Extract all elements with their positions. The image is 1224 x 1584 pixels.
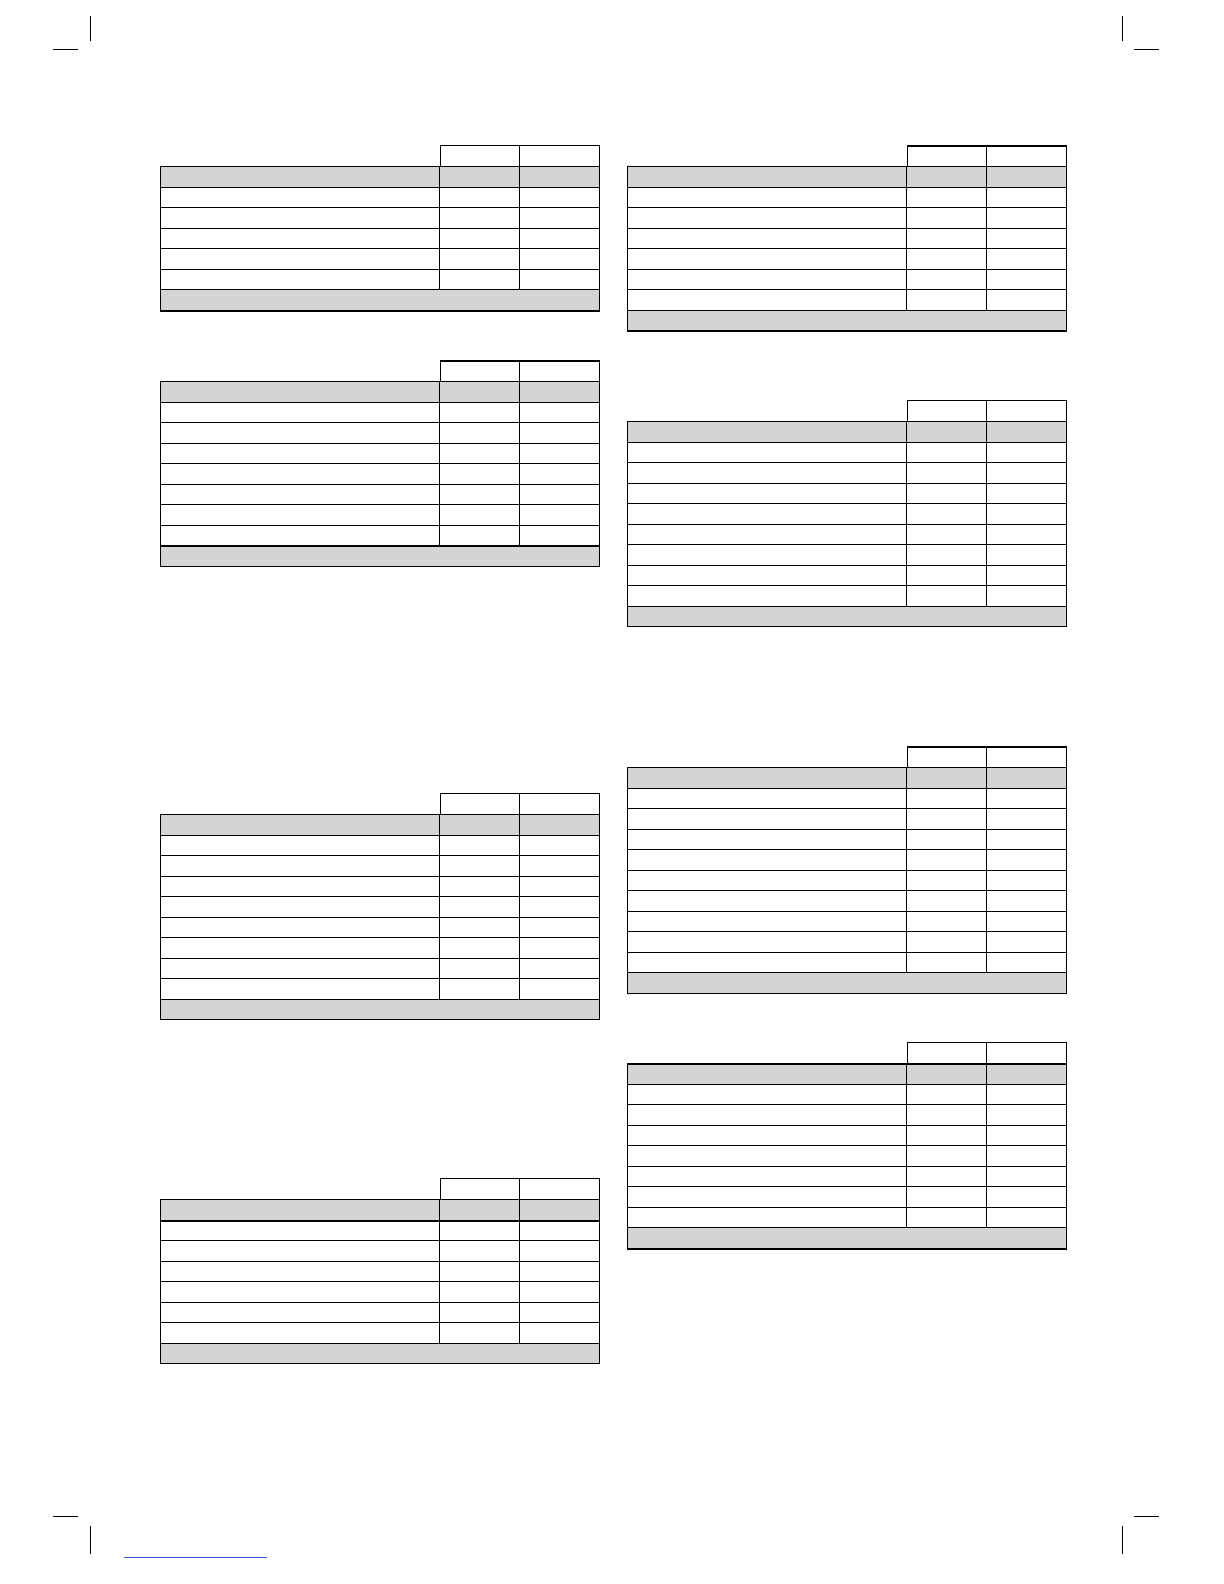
table-footer bbox=[161, 999, 599, 1020]
table-header-row bbox=[161, 1199, 599, 1220]
header-cell bbox=[520, 360, 600, 381]
table-header-cells bbox=[907, 1042, 1067, 1063]
table-body bbox=[160, 381, 600, 567]
table-row bbox=[628, 1104, 1066, 1125]
table-footer bbox=[628, 972, 1066, 993]
table-row bbox=[628, 808, 1066, 829]
table-row bbox=[161, 248, 599, 269]
table-row bbox=[628, 269, 1066, 290]
header-cell bbox=[907, 746, 987, 767]
table-row bbox=[161, 1302, 599, 1323]
header-cell bbox=[987, 145, 1067, 166]
table-body bbox=[627, 1063, 1067, 1250]
header-cell bbox=[907, 1042, 987, 1063]
header-cell bbox=[520, 1178, 600, 1199]
table-header-cells bbox=[440, 1178, 600, 1199]
table-row bbox=[628, 565, 1066, 586]
table-row bbox=[628, 1166, 1066, 1187]
crop-mark-bl-h bbox=[53, 1516, 78, 1517]
table-row bbox=[161, 269, 599, 290]
header-cell bbox=[520, 145, 600, 166]
table-header-row bbox=[161, 814, 599, 835]
table-row bbox=[628, 829, 1066, 850]
table-header-cells bbox=[907, 746, 1067, 767]
table-row bbox=[628, 870, 1066, 891]
table-row bbox=[628, 849, 1066, 870]
table-row bbox=[161, 876, 599, 897]
table-row bbox=[628, 952, 1066, 973]
header-cell bbox=[440, 360, 520, 381]
table-header-cells bbox=[440, 793, 600, 814]
table-row bbox=[628, 585, 1066, 606]
table-row bbox=[161, 504, 599, 525]
table-row bbox=[628, 890, 1066, 911]
table-row bbox=[161, 835, 599, 856]
table-body bbox=[627, 166, 1067, 332]
table-row bbox=[161, 1240, 599, 1261]
table-footer bbox=[628, 1227, 1066, 1248]
table-row bbox=[628, 187, 1066, 208]
crop-mark-tr-v bbox=[1122, 16, 1123, 41]
table-row bbox=[628, 248, 1066, 269]
table-header-row bbox=[628, 767, 1066, 788]
table-row bbox=[628, 1207, 1066, 1228]
table-footer bbox=[628, 310, 1066, 331]
table-row bbox=[628, 462, 1066, 483]
header-cell bbox=[440, 1178, 520, 1199]
table-row bbox=[161, 484, 599, 505]
table-row bbox=[161, 978, 599, 999]
table-row bbox=[161, 958, 599, 979]
crop-mark-tl-v bbox=[90, 16, 91, 41]
table-row bbox=[161, 187, 599, 208]
header-cell bbox=[987, 746, 1067, 767]
table-row bbox=[161, 937, 599, 958]
link-underline[interactable] bbox=[124, 1557, 267, 1558]
crop-mark-bl-v bbox=[90, 1526, 91, 1554]
table-header-row bbox=[161, 166, 599, 187]
table-row bbox=[161, 207, 599, 228]
table-row bbox=[161, 1322, 599, 1343]
table-row bbox=[628, 1125, 1066, 1146]
header-cell bbox=[907, 400, 987, 421]
table-row bbox=[628, 503, 1066, 524]
table-row bbox=[161, 402, 599, 423]
table-row bbox=[161, 917, 599, 938]
table-header-row bbox=[161, 381, 599, 402]
table-row bbox=[628, 911, 1066, 932]
table-body bbox=[160, 814, 600, 1020]
table-body bbox=[160, 166, 600, 312]
table-row bbox=[628, 1084, 1066, 1105]
table-header-row bbox=[628, 1063, 1066, 1084]
table-row bbox=[161, 422, 599, 443]
header-cell bbox=[987, 1042, 1067, 1063]
table-header-cells bbox=[440, 360, 600, 381]
table-row bbox=[628, 524, 1066, 545]
table-row bbox=[628, 544, 1066, 565]
crop-mark-br-h bbox=[1134, 1516, 1159, 1517]
table-body bbox=[160, 1199, 600, 1364]
table-footer bbox=[628, 606, 1066, 627]
table-header-row bbox=[628, 166, 1066, 187]
table-row bbox=[161, 525, 599, 546]
table-footer bbox=[161, 289, 599, 310]
crop-mark-br-v bbox=[1122, 1526, 1123, 1554]
table-body bbox=[627, 767, 1067, 994]
table-body bbox=[627, 421, 1067, 627]
crop-mark-tr-h bbox=[1134, 49, 1159, 50]
crop-mark-tl-h bbox=[53, 49, 78, 50]
table-row bbox=[161, 855, 599, 876]
table-row bbox=[628, 289, 1066, 310]
table-row bbox=[161, 443, 599, 464]
table-row bbox=[628, 1145, 1066, 1166]
header-cell bbox=[907, 145, 987, 166]
table-footer bbox=[161, 1343, 599, 1364]
table-header-cells bbox=[440, 145, 600, 166]
table-row bbox=[628, 483, 1066, 504]
table-header-row bbox=[628, 421, 1066, 442]
table-row bbox=[628, 228, 1066, 249]
table-row bbox=[161, 1261, 599, 1282]
header-cell bbox=[987, 400, 1067, 421]
table-row bbox=[628, 1186, 1066, 1207]
table-footer bbox=[161, 545, 599, 566]
table-row bbox=[161, 463, 599, 484]
table-row bbox=[628, 207, 1066, 228]
table-header-cells bbox=[907, 400, 1067, 421]
table-row bbox=[628, 788, 1066, 809]
table-row bbox=[161, 228, 599, 249]
table-row bbox=[161, 1220, 599, 1241]
table-row bbox=[628, 931, 1066, 952]
header-cell bbox=[440, 145, 520, 166]
table-row bbox=[161, 1281, 599, 1302]
header-cell bbox=[520, 793, 600, 814]
table-row bbox=[161, 896, 599, 917]
table-header-cells bbox=[907, 145, 1067, 166]
table-row bbox=[628, 442, 1066, 463]
header-cell bbox=[440, 793, 520, 814]
